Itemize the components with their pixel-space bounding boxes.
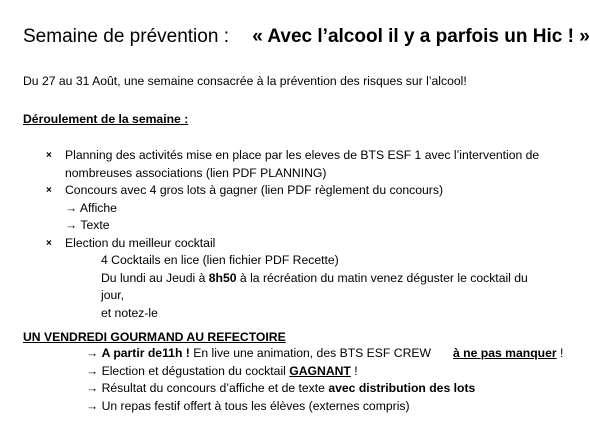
schedule-text-before: Du lundi au Jeudi à <box>101 270 209 285</box>
live-time: A partir de11h ! <box>101 346 190 360</box>
page-title <box>23 26 590 48</box>
title-prefix: Semaine de prévention : <box>23 26 229 47</box>
cocktail-schedule-line <box>46 270 541 305</box>
arrow-right-icon: → <box>86 398 99 413</box>
contest-sub-item-poster <box>46 200 541 218</box>
gourmand-item-meal <box>86 398 563 416</box>
gourmand-item-results <box>86 380 563 398</box>
section-heading-text: Déroulement de la semaine <box>23 112 181 126</box>
arrow-right-icon: → <box>65 200 78 215</box>
list-item-cocktail <box>46 235 541 253</box>
list-item-contest <box>46 182 541 200</box>
gourmand-list <box>86 345 563 415</box>
bullet-cross-icon: × <box>46 237 52 249</box>
contest-text: Concours avec 4 gros lots à gagner (lien PDF règlement du concours) <box>65 183 443 197</box>
results-text: Résultat du concours d’affiche et de texte <box>101 381 329 395</box>
week-activities-list <box>46 147 541 322</box>
arrow-right-icon: → <box>86 381 99 395</box>
section-heading-colon: : <box>180 112 189 126</box>
live-text: En live une animation, des BTS ESF CREW <box>189 346 431 360</box>
cocktail-detail-line: 4 Cocktails en lice (lien fichier PDF Recette) <box>101 253 339 267</box>
meal-text: Un repas festif offert à tous les élèves (externes compris) <box>101 398 410 413</box>
bullet-cross-icon: × <box>46 150 52 161</box>
schedule-text-after: à la récréation du matin venez déguster le cocktail du jour, <box>101 270 528 302</box>
title-slogan: « Avec l’alcool il y a parfois un Hic ! » <box>252 26 590 47</box>
gourmand-item-live <box>86 345 563 363</box>
planning-text-line1: Planning des activités mise en place par les eleves de BTS ESF 1 avec l’intervention de <box>65 148 540 162</box>
contest-sub-text-label: Texte <box>80 218 110 232</box>
contest-sub-item-text <box>46 217 541 235</box>
gourmand-heading: UN VENDREDI GOURMAND AU REFECTOIRE <box>23 330 286 344</box>
cocktail-rate-line: et notez-le <box>101 305 158 320</box>
cocktail-winner-text: Election et dégustation du cocktail <box>101 363 290 378</box>
results-bold: avec distribution des lots <box>328 381 476 395</box>
contest-sub-poster-label: Affiche <box>79 200 117 215</box>
cocktail-text: Election du meilleur cocktail <box>65 235 216 250</box>
arrow-right-icon: → <box>65 218 78 232</box>
cocktail-winner-word: GAGNANT <box>289 363 351 378</box>
live-end: ! <box>556 346 564 360</box>
cocktail-winner-end: ! <box>350 363 358 378</box>
gourmand-item-cocktail <box>86 363 563 381</box>
arrow-right-icon: → <box>86 363 99 378</box>
intro-text: Du 27 au 31 Août, une semaine consacrée à la prévention des risques sur l’alcool! <box>23 74 467 88</box>
section-heading <box>23 112 188 126</box>
list-item-planning <box>46 147 541 182</box>
live-highlight: à ne pas manquer <box>453 346 557 360</box>
schedule-time: 8h50 <box>208 270 237 285</box>
bullet-cross-icon: × <box>46 185 52 196</box>
arrow-right-icon: → <box>86 346 99 360</box>
planning-text-line2: nombreuses associations (lien PDF PLANNING) <box>65 165 327 180</box>
